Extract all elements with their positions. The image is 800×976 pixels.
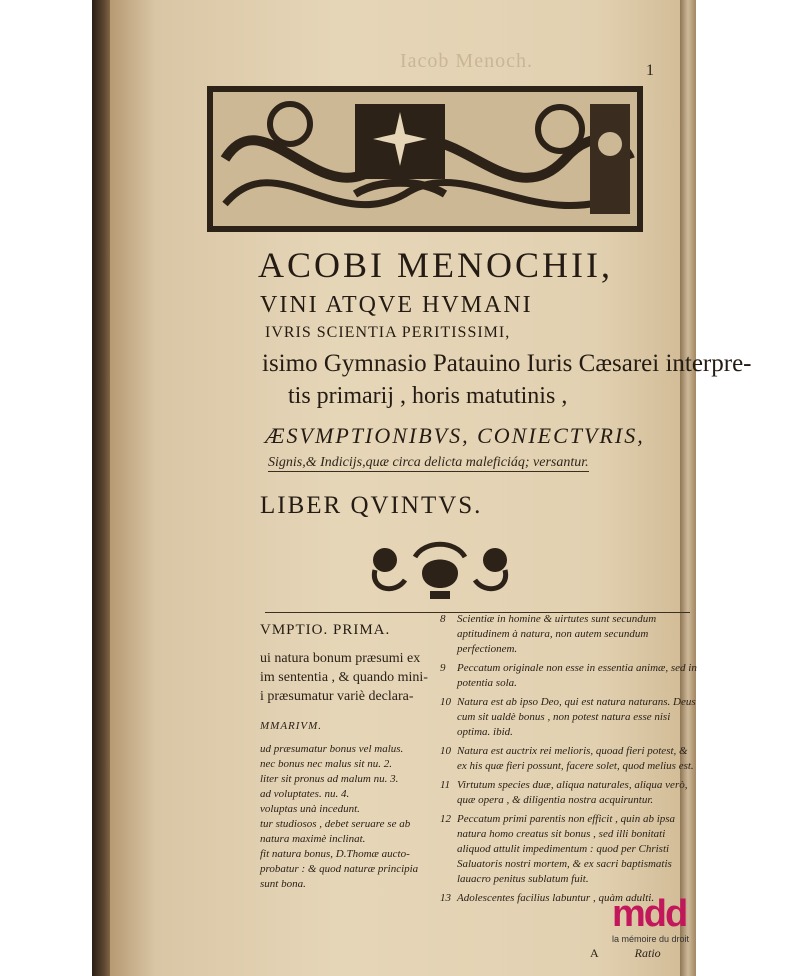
entry-text: Peccatum originale non esse in essentia animæ, sed in potentia sola.: [457, 662, 697, 689]
book-page: [110, 0, 752, 976]
left-paragraph: [260, 649, 440, 706]
entry-text: Peccatum primi parentis non efficit , quin ab ipsa natura homo creatus sit bonus , sed illi bonitati aliquod attulit impedimentum : quod per Christi Saluatoris nostri mortem, & ex sacri baptismatis lauacro penitus sublatum fuit.: [457, 813, 676, 885]
summary-list: [260, 742, 440, 892]
summary-entry: [440, 744, 700, 774]
signature-mark: A: [590, 946, 599, 960]
book-binding-shadow: [92, 0, 112, 976]
entry-number: 8: [440, 613, 446, 625]
summary-line: natura maximè inclinat.: [260, 833, 366, 845]
entry-number: 13: [440, 892, 451, 904]
summary-line: liter sit pronus ad malum nu. 3.: [260, 773, 399, 785]
headpiece-ornament: [205, 84, 645, 234]
entry-number: 11: [440, 779, 451, 791]
entry-text: Adolescentes facilius labuntur , quàm adulti.: [457, 892, 655, 904]
title-line-7: Signis,& Indicijs,quæ circa delicta maleficiáq; versantur.: [268, 455, 589, 470]
folio-number: 1: [646, 62, 654, 79]
title-line-5: tis primarij , horis matutinis ,: [288, 383, 568, 409]
book-heading: LIBER QVINTVS.: [260, 492, 483, 519]
summary-line: sunt bona.: [260, 878, 306, 890]
book-scan: [92, 0, 752, 976]
paragraph-line: i præsumatur variè declara-: [260, 689, 414, 704]
summary-entry: [440, 812, 700, 887]
summary-entry: [440, 661, 700, 691]
entry-number: 10: [440, 696, 451, 708]
summary-line: voluptas unà incedunt.: [260, 803, 360, 815]
summarium-heading: MMARIVM.: [260, 720, 323, 732]
title-line-6: ÆSVMPTIONIBVS, CONIECTVRIS,: [265, 423, 645, 448]
summary-line: ud præsumatur bonus vel malus.: [260, 743, 404, 755]
title-line-4: isimo Gymnasio Patauino Iuris Cæsarei interpre-: [262, 350, 752, 377]
entry-number: 10: [440, 745, 451, 757]
summary-line: fit natura bonus, D.Thomæ aucto-: [260, 848, 410, 860]
paragraph-line: im sententia , & quando mini-: [260, 670, 428, 685]
title-line-3: IVRIS SCIENTIA PERITISSIMI,: [265, 324, 511, 341]
mdd-logo: [612, 894, 702, 966]
logo-mark: mdd: [612, 893, 687, 935]
summary-entry: [440, 695, 700, 740]
entry-text: Natura est auctrix rei melioris, quoad fieri potest, & ex his quæ fieri possunt, facere solet, quod melius est.: [457, 745, 694, 772]
logo-tagline: la mémoire du droit: [612, 934, 690, 944]
summary-entry: [440, 778, 700, 808]
catchword: Ratio: [634, 946, 661, 960]
entry-text: Virtutum species duæ, aliqua naturales, aliqua verò, quæ opera , & diligentia nostra acquiruntur.: [457, 779, 688, 806]
vase-ornament: [360, 535, 520, 605]
summary-line: tur studiosos , debet seruare se ab: [260, 818, 411, 830]
section-heading: VMPTIO. PRIMA.: [260, 622, 391, 638]
summary-line: nec bonus nec malus sit nu. 2.: [260, 758, 392, 770]
summary-entry: [440, 612, 700, 657]
summary-line: probatur : & quod naturæ principia: [260, 863, 419, 875]
entry-text: Scientiæ in homine & uirtutes sunt secundum aptitudinem à natura, non autem secundum perfectionem.: [457, 613, 657, 655]
running-head: Iacob Menoch.: [400, 50, 533, 72]
title-line-2: VINI ATQVE HVMANI: [260, 292, 533, 318]
right-column: [440, 612, 700, 910]
entry-number: 12: [440, 813, 451, 825]
title-line-1: ACOBI MENOCHII,: [258, 245, 613, 285]
summary-line: ad voluptates. nu. 4.: [260, 788, 350, 800]
paragraph-line: ui natura bonum præsumi ex: [260, 651, 421, 666]
left-column: [260, 622, 440, 892]
entry-text: Natura est ab ipso Deo, qui est natura naturans. Deus cum sit ualdè bonus , non potest natura esse nisi optima. ibid.: [457, 696, 696, 738]
entry-number: 9: [440, 662, 446, 674]
